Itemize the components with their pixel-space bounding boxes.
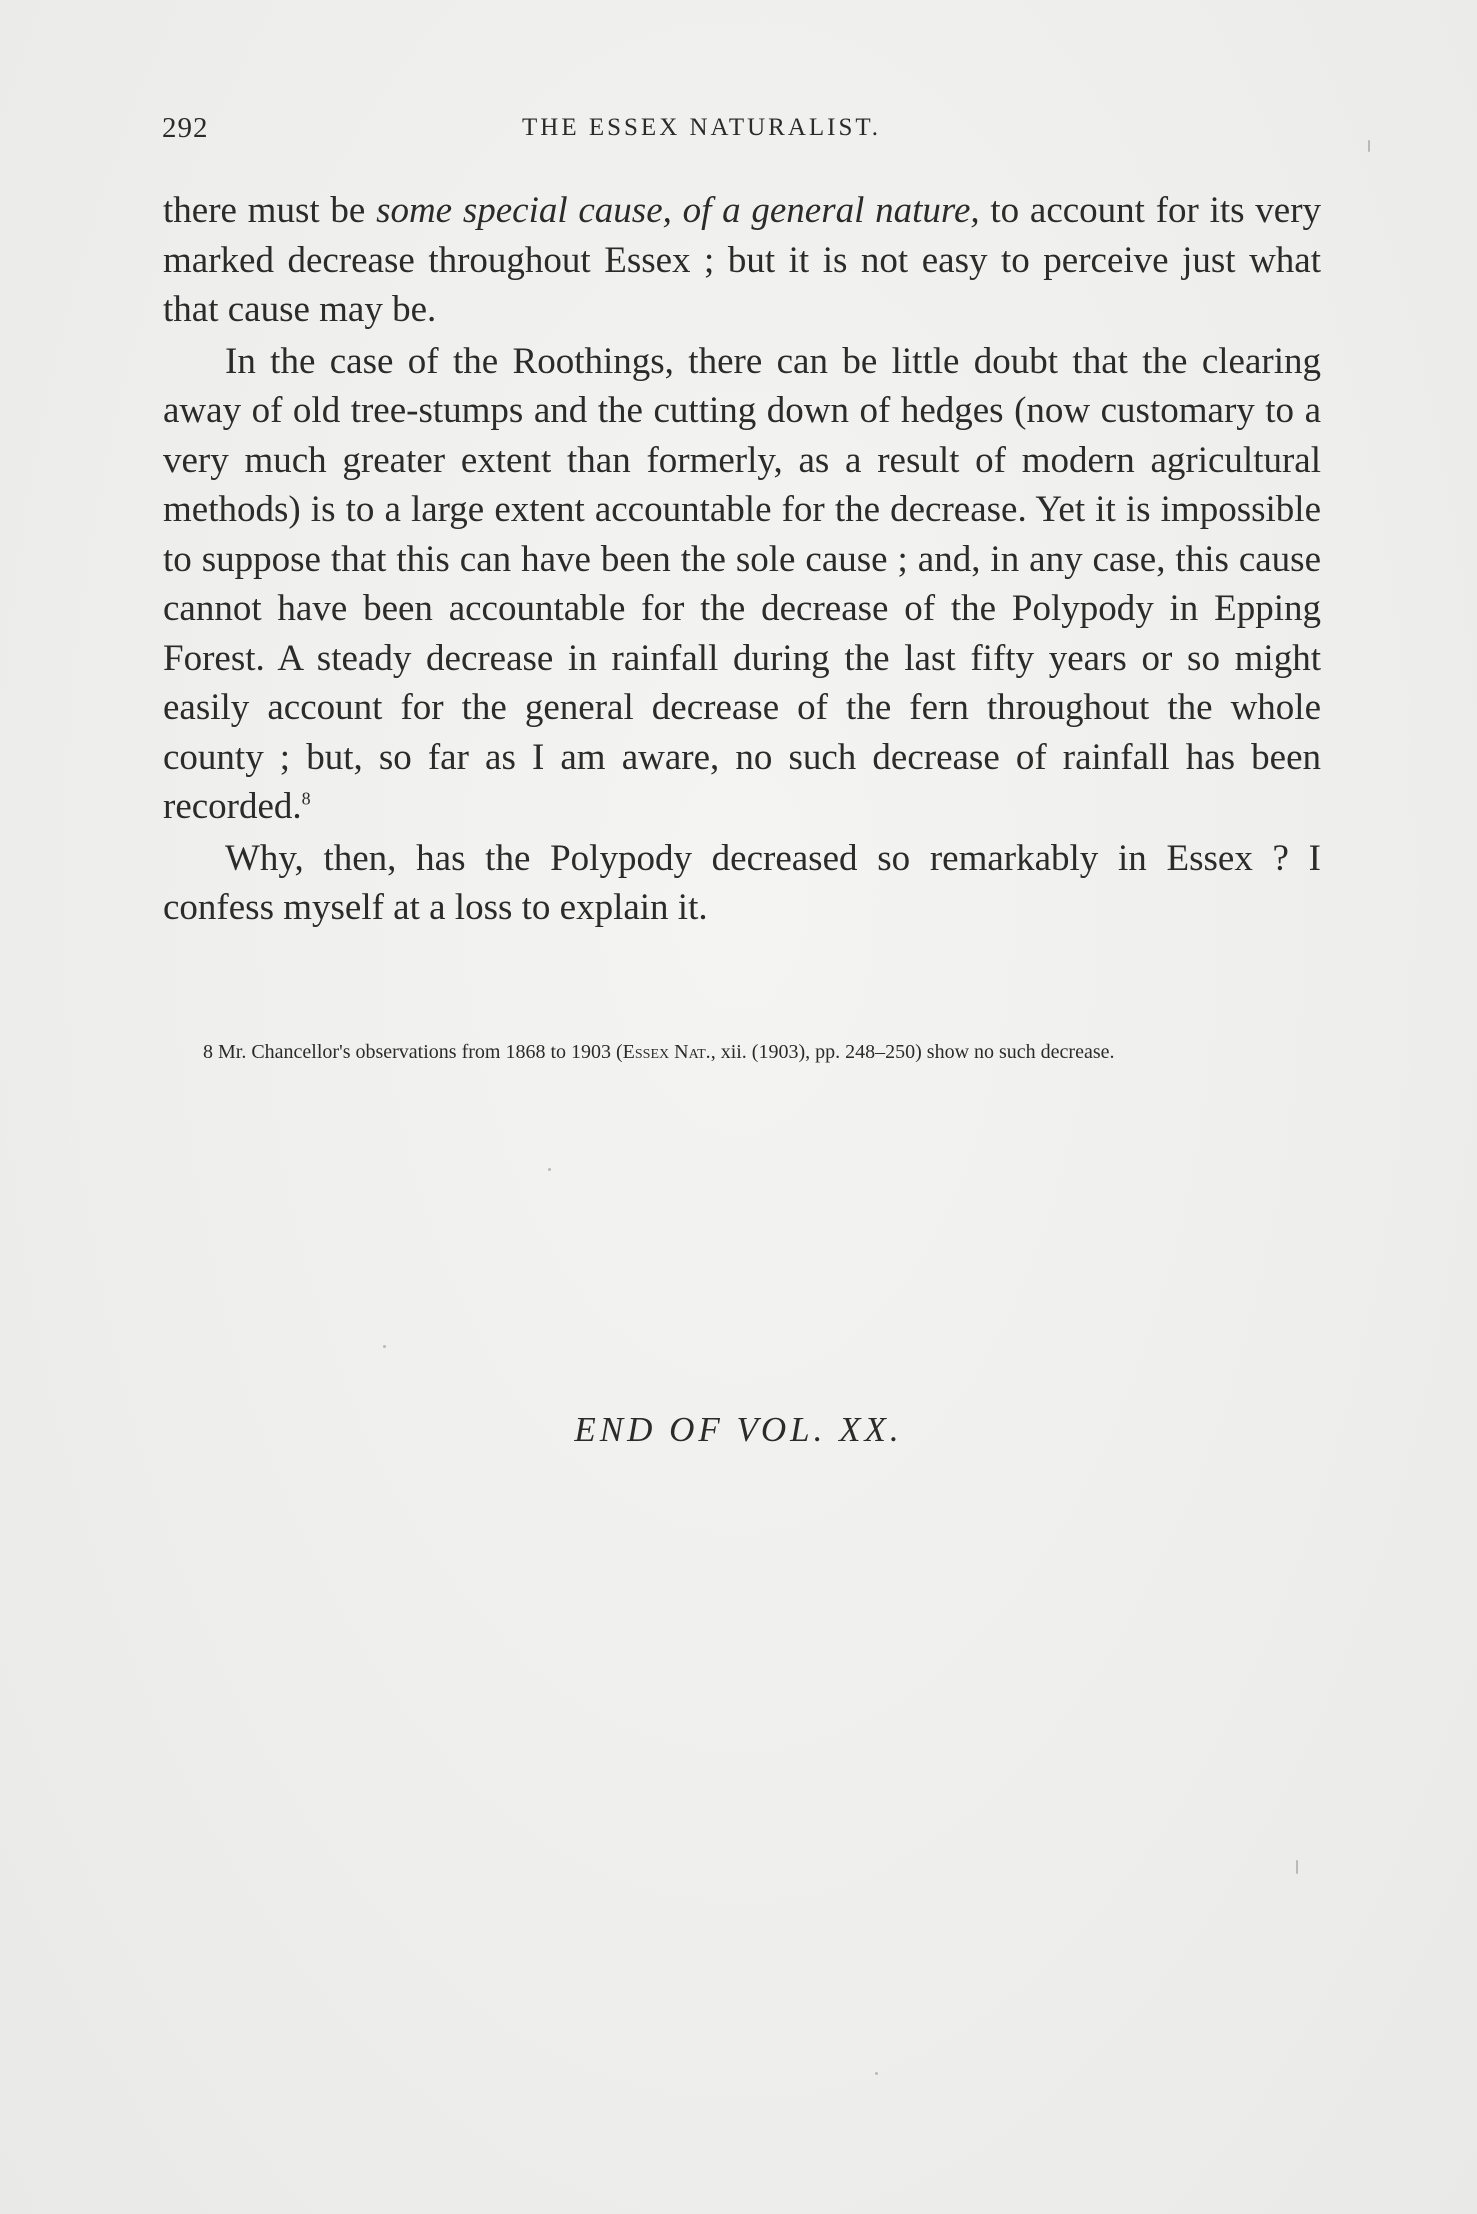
paragraph-3: Why, then, has the Polypody decreased so remarkably in Essex ? I confess myself at a loss to explain it. — [163, 837, 1321, 928]
paragraph-2: In the case of the Roothings, there can be little doubt that the clearing away of old tree-stumps and the cutting down of hedges (now customary to a very much greater extent than formerly, as a result of modern agricultural methods) is to a large extent accountable for the decrease. Yet it is impossible to suppose that this can have been the sole cause ; and, in any case, this cause cannot have been accountable for the decrease of the Polypody in Epping Forest. A steady decrease in rainfall during the last fifty years or so might easily account for the general decrease of the fern throughout the whole county ; but, so far as I am aware, no such decrease of rainfall has been recorded.$^8$ — [163, 340, 1321, 827]
page-number: 292 — [162, 112, 209, 144]
footnote-reference: 8 — [301, 788, 311, 809]
italic-emphasis: some special cause, of a general nature, — [376, 190, 980, 231]
end-of-volume-mark: END OF VOL. XX. — [574, 1410, 903, 1449]
paper-speck — [383, 1345, 386, 1348]
running-head — [162, 112, 1322, 152]
journal-abbreviation: Essex Nat. — [622, 1041, 711, 1063]
paper-speck — [1368, 140, 1370, 152]
footnote-marker: 8 — [203, 1041, 213, 1063]
footnote: 8 Mr. Chancellor's observations from 1868 to 1903 (Essex Nat., xii. (1903), pp. 248–250) show no such decrease. — [203, 1041, 1115, 1063]
paper-speck — [1296, 1860, 1298, 1874]
paper-speck — [875, 2072, 878, 2075]
journal-title: THE ESSEX NATURALIST. — [522, 114, 882, 141]
paragraph-1: there must be some special cause, of a general nature, to account for its very marked decrease throughout Essex ; but it is not easy to perceive just what that cause may be. — [163, 190, 1322, 330]
paper-speck — [548, 1168, 551, 1171]
body-text — [163, 186, 1321, 933]
